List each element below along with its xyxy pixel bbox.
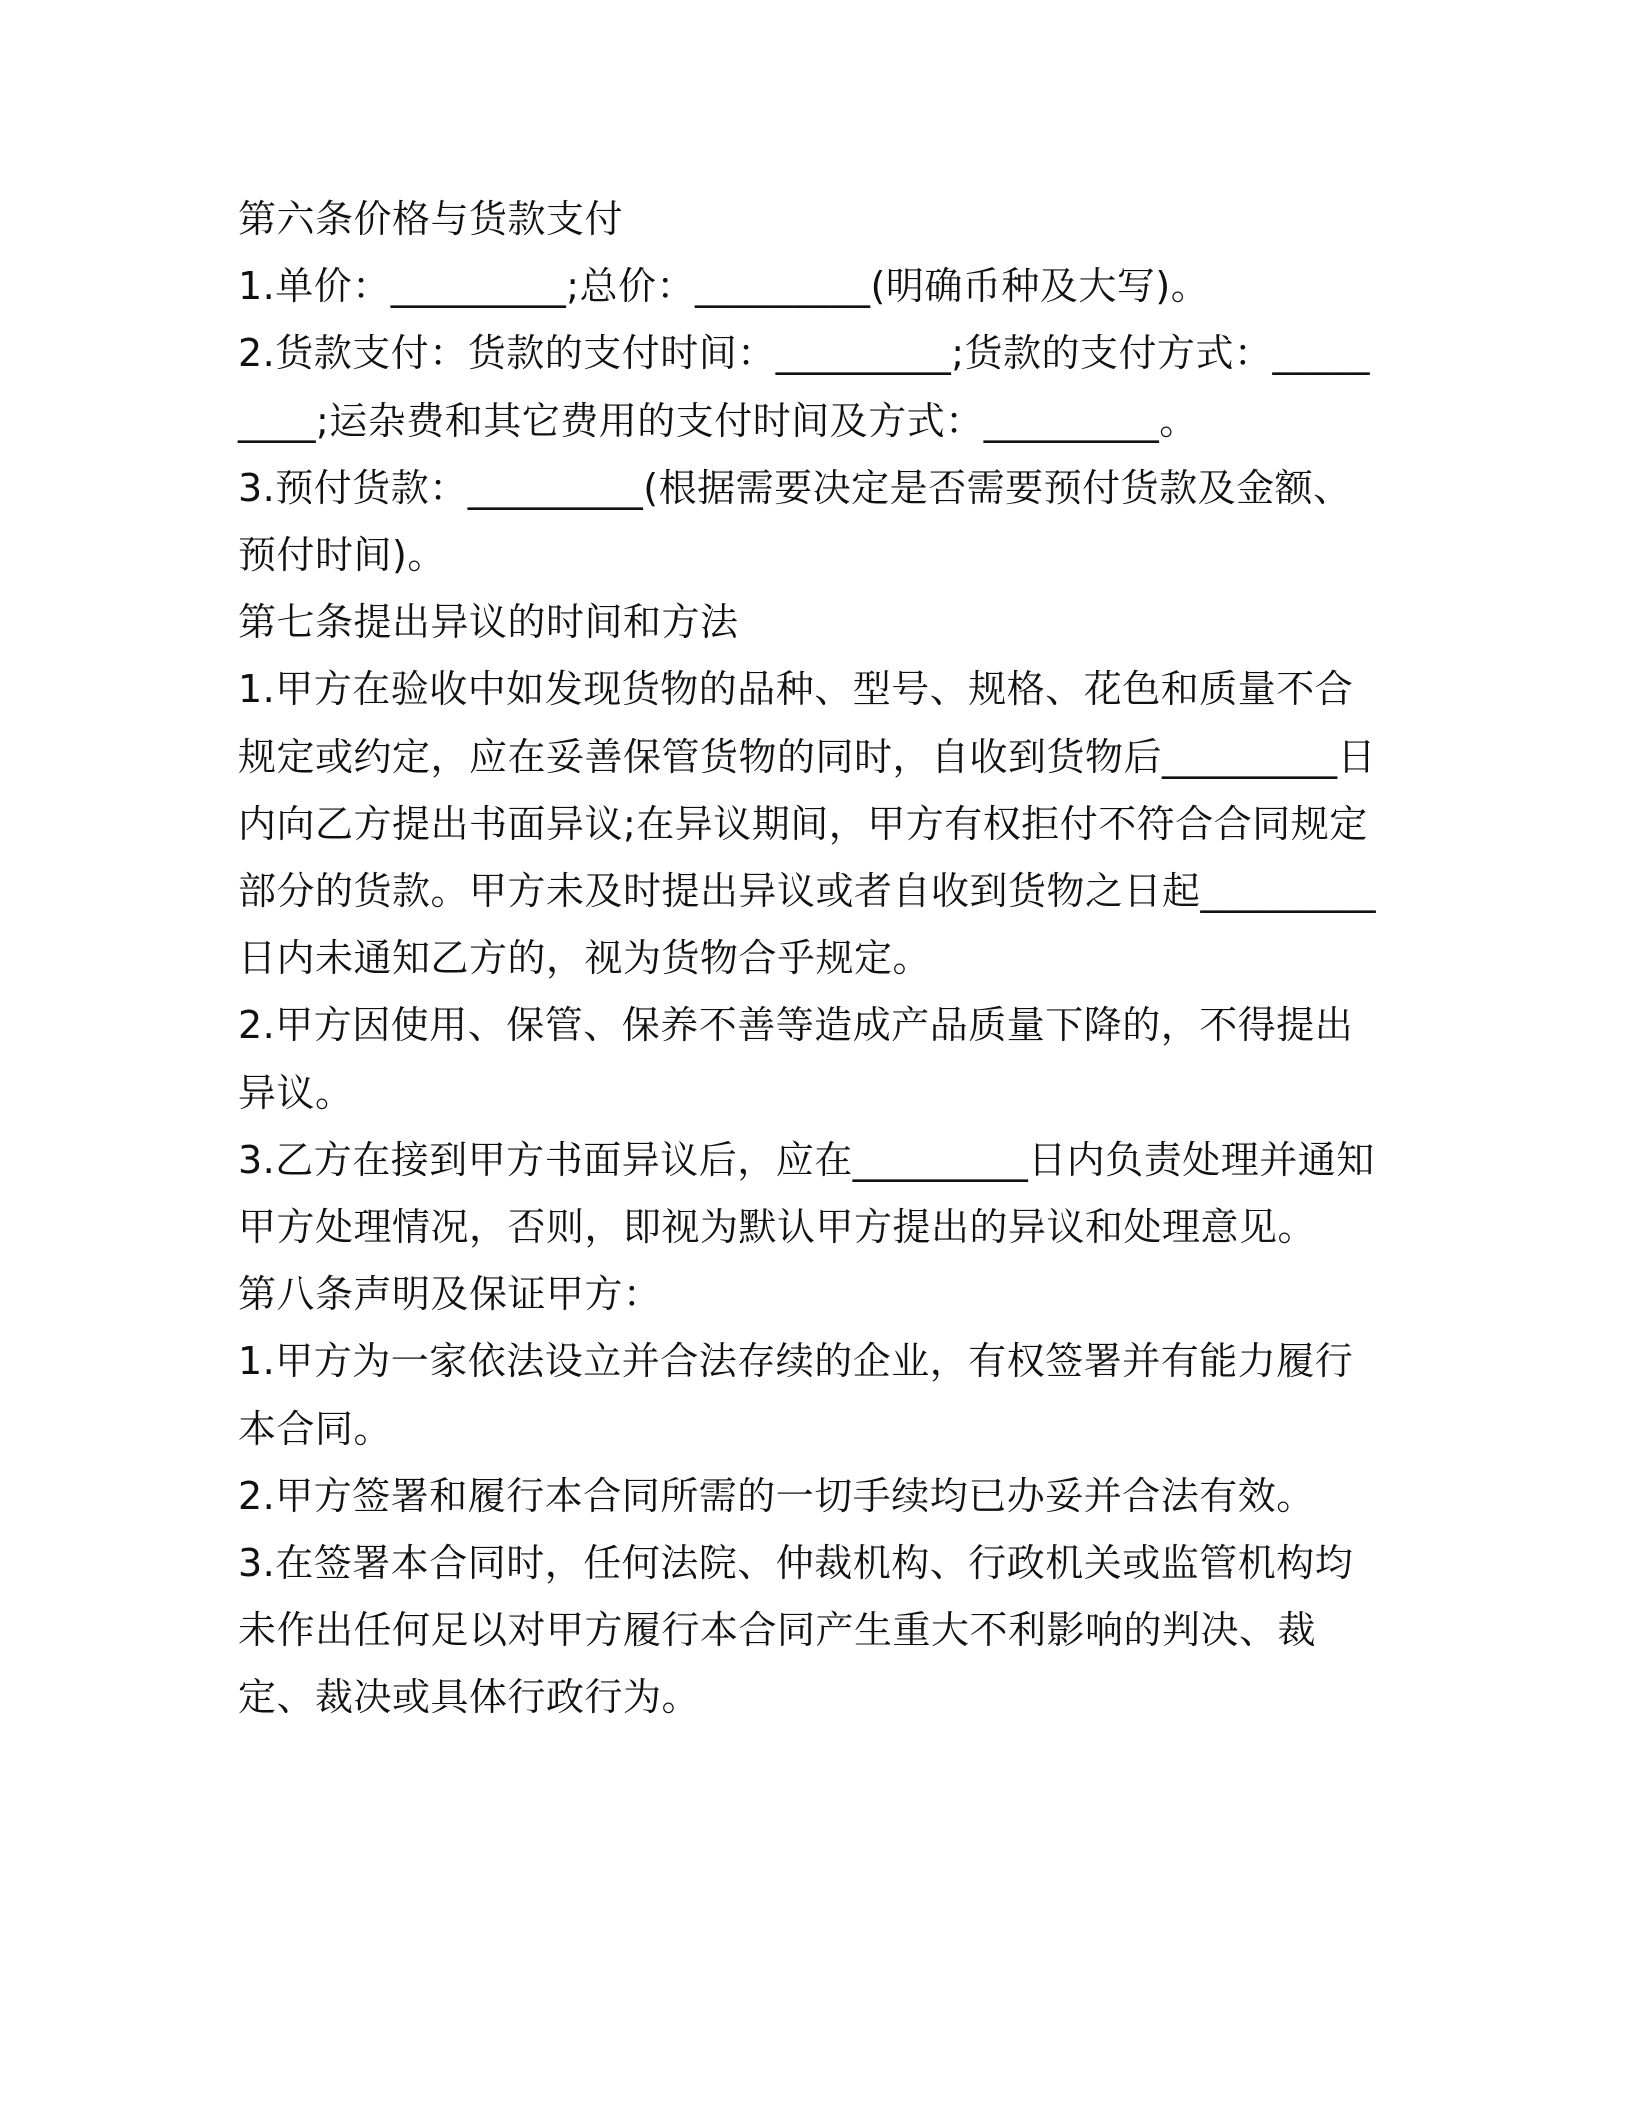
clause-7-3-handling: 3.乙方在接到甲方书面异议后，应在_________日内负责处理并通知甲方处理情况，否则，即视为默认甲方提出的异议和处理意见。	[238, 1137, 1375, 1250]
clause-6-3-prepayment: 3.预付货款：_________(根据需要决定是否需要预付货款及金额、预付时间)。	[238, 465, 1352, 578]
section-heading-article-6: 第六条价格与货款支付	[238, 197, 624, 241]
clause-8-1-legal-entity: 1.甲方为一家依法设立并合法存续的企业，有权签署并有能力履行本合同。	[238, 1339, 1354, 1451]
clause-8-2-procedures: 2.甲方签署和履行本合同所需的一切手续均已办妥并合法有效。	[238, 1473, 1315, 1518]
clause-7-2-misuse: 2.甲方因使用、保管、保养不善等造成产品质量下降的，不得提出异议。	[238, 1003, 1354, 1115]
clause-7-1-objection: 1.甲方在验收中如发现货物的品种、型号、规格、花色和质量不合规定或约定，应在妥善保管货物的同时，自收到货物后_________日内向乙方提出书面异议;在异议期间，甲方有权拒付不符合合同规定部分的货款。甲方未及时提出异议或者自收到货物之日起_________日内未通知乙方的，视为货物合乎规定。	[238, 667, 1377, 981]
clause-6-2-payment: 2.货款支付：货款的支付时间：_________;货款的支付方式：_________;运杂费和其它费用的支付时间及方式：_________。	[238, 331, 1371, 443]
section-heading-article-8: 第八条声明及保证甲方：	[238, 1272, 662, 1317]
document-body	[238, 186, 1378, 1732]
section-heading-article-7: 第七条提出异议的时间和方法	[238, 600, 739, 645]
clause-8-3-no-adverse-rulings: 3.在签署本合同时，任何法院、仲裁机构、行政机关或监管机构均未作出任何足以对甲方履行本合同产生重大不利影响的判决、裁定、裁决或具体行政行为。	[238, 1541, 1354, 1720]
clause-6-1-unit-price: 1.单价：_________;总价：_________(明确币种及大写)。	[238, 264, 1210, 309]
